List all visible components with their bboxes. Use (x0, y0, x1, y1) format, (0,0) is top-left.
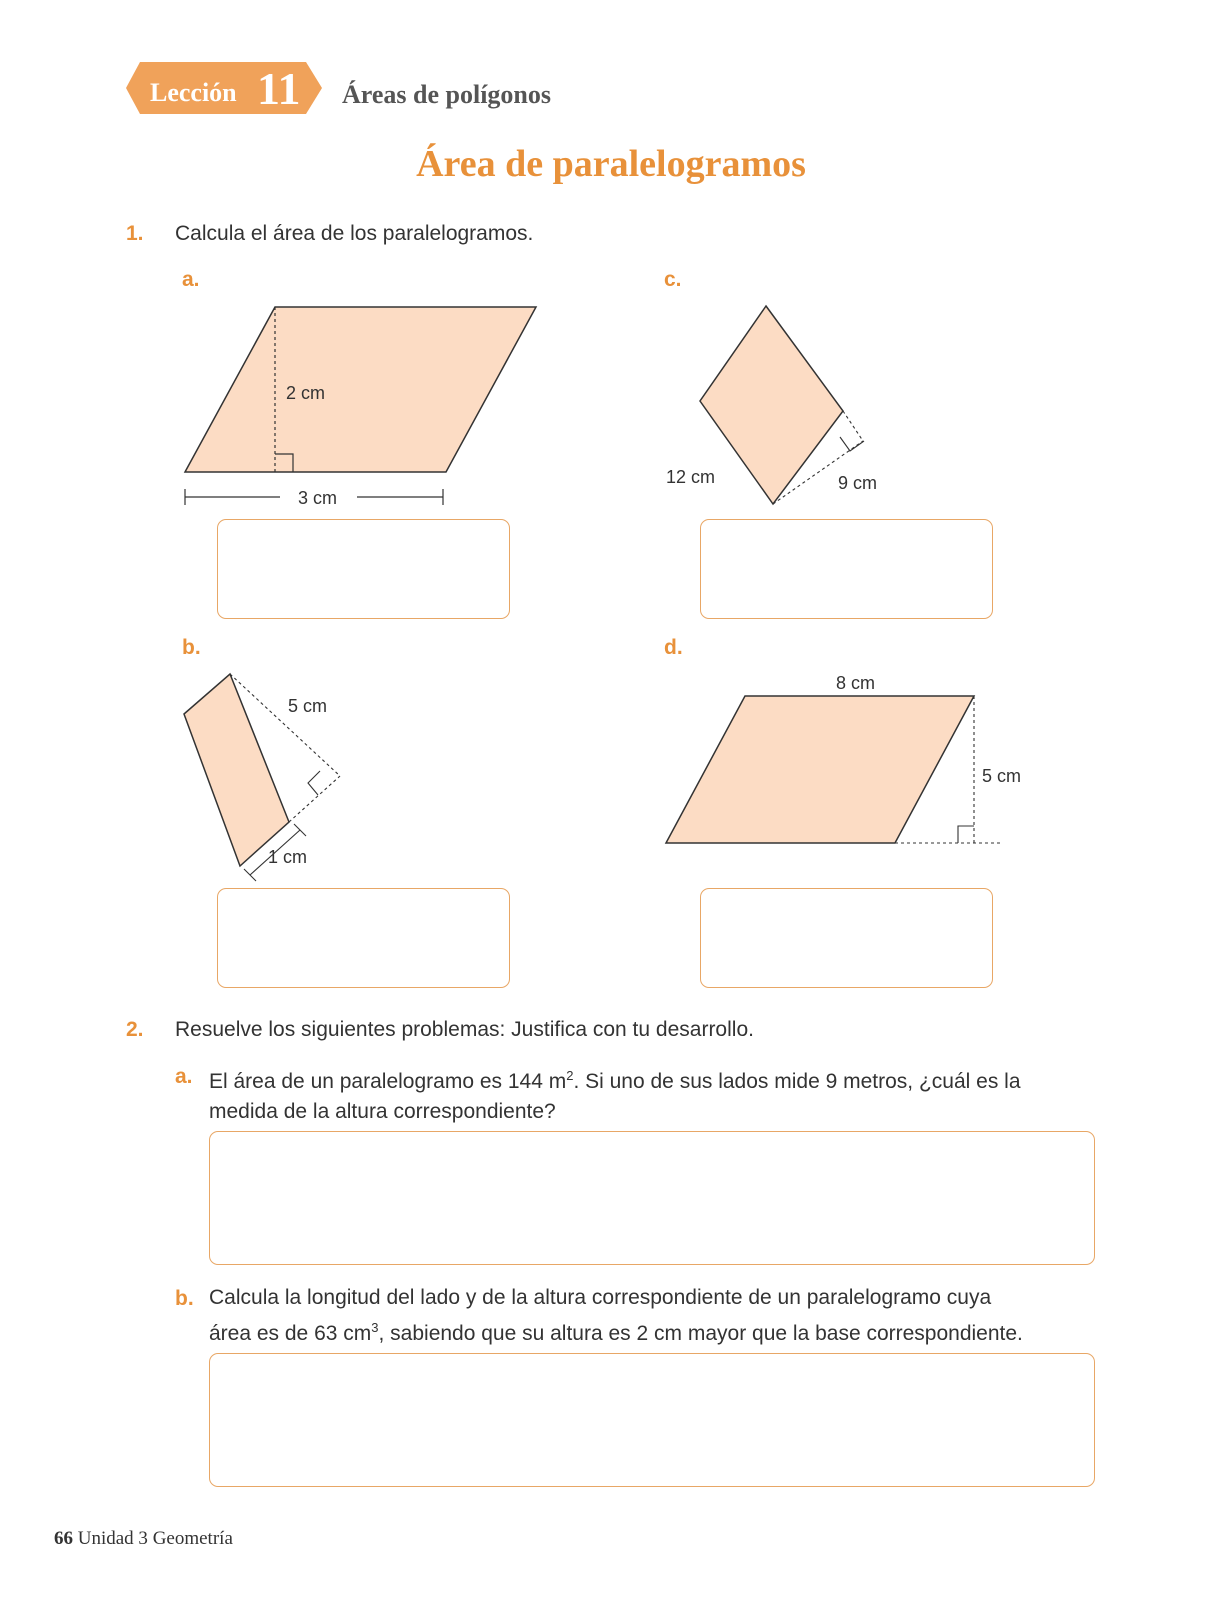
problem-b-line-1: Calcula la longitud del lado y de la altura correspondiente de un paralelogramo cuya (209, 1286, 992, 1309)
exercise-2-number: 2. (126, 1018, 144, 1041)
exercise-1-number: 1. (126, 222, 144, 245)
problem-a-line-2: medida de la altura correspondiente? (209, 1100, 556, 1123)
page-title: Área de paralelogramos (416, 143, 806, 185)
figure-d-parallelogram (666, 696, 1003, 843)
problem-b-line-2: área es de 63 $cm^3$, sabiendo que su altura es 2 cm mayor que la base correspondiente. (209, 1320, 1023, 1345)
problem-a-text (209, 1061, 1109, 1127)
footer-unit: Unidad 3 (77, 1528, 148, 1549)
figure-c-height-label: 9 cm (838, 473, 878, 493)
lesson-topic: Áreas de polígonos (342, 80, 551, 109)
figure-c-side-label: 12 cm (666, 467, 716, 487)
figure-a-base-label: 3 cm (298, 488, 338, 508)
answer-box-d[interactable] (700, 888, 993, 988)
figure-d-base-label: 8 cm (836, 673, 876, 693)
figure-b-height-label: 5 cm (288, 696, 328, 716)
answer-box-b[interactable] (217, 888, 510, 988)
answer-box-problem-a[interactable] (209, 1131, 1095, 1265)
problem-b-text (209, 1283, 1129, 1349)
footer-subject: Geometría (152, 1528, 233, 1549)
page-number: 66 (54, 1528, 73, 1549)
figure-a-letter: a. (182, 268, 200, 291)
problem-a-letter: a. (175, 1065, 193, 1088)
figure-a-height-label: 2 cm (286, 383, 326, 403)
figure-b-letter: b. (182, 636, 201, 659)
figure-d-letter: d. (664, 636, 683, 659)
problem-a-line-1: El área de un paralelogramo es 144 $m^2$. Si uno de sus lados mide 9 metros, ¿cuál es la (209, 1068, 1021, 1093)
figure-b-base-label: 1 cm (268, 847, 308, 867)
figure-a-parallelogram (185, 307, 536, 505)
figure-d-height-label: 5 cm (982, 766, 1022, 786)
figure-c-letter: c. (664, 268, 682, 291)
exercise-1-instruction: Calcula el área de los paralelogramos. (175, 222, 534, 245)
lesson-label: Lección (150, 78, 237, 107)
page-footer (54, 1528, 233, 1550)
answer-box-a[interactable] (217, 519, 510, 619)
exercise-2-instruction: Resuelve los siguientes problemas: Justifica con tu desarrollo. (175, 1018, 754, 1041)
lesson-number: 11 (257, 63, 301, 114)
answer-box-c[interactable] (700, 519, 993, 619)
problem-b-letter: b. (175, 1287, 194, 1310)
answer-box-problem-b[interactable] (209, 1353, 1095, 1487)
